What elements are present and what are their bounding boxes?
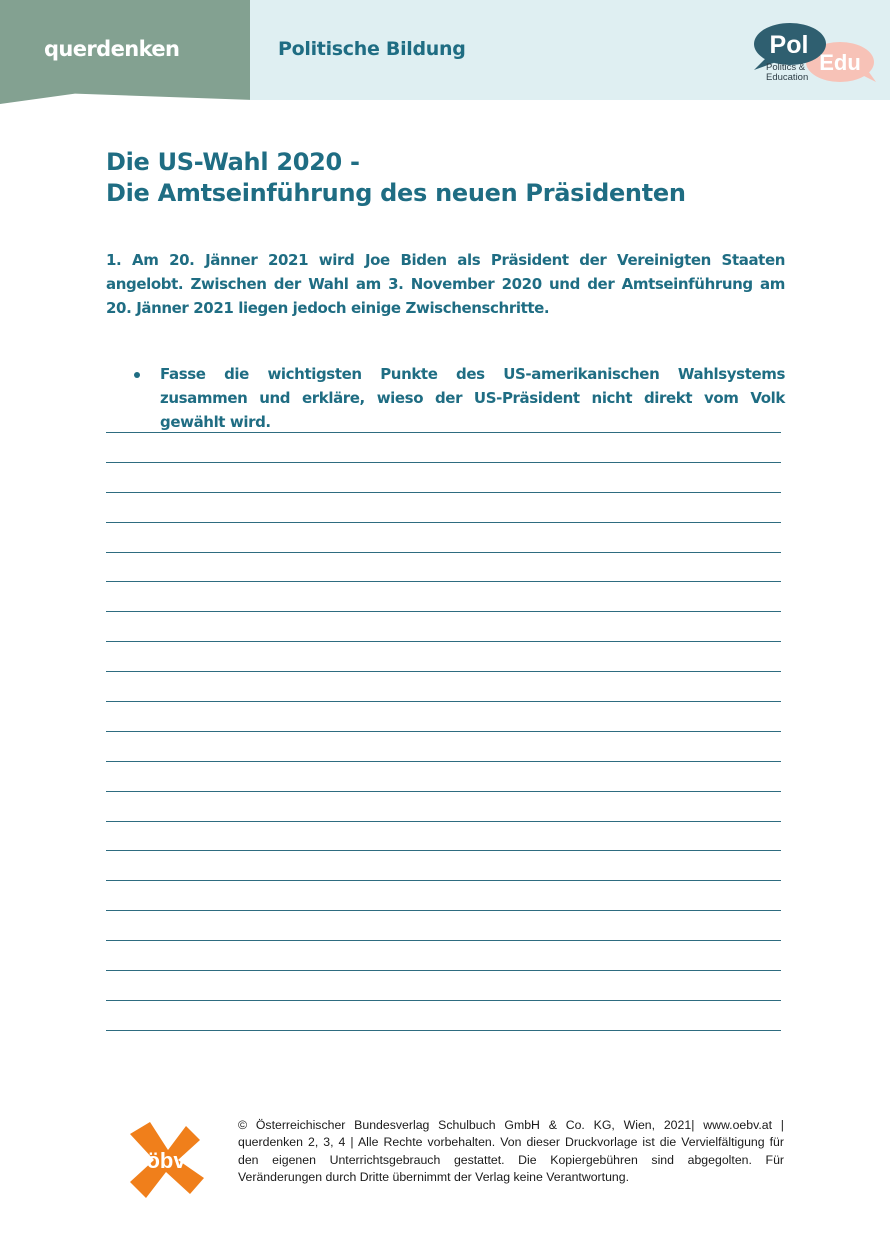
page-title-line1: Die US-Wahl 2020 -: [106, 148, 360, 176]
bullet-item: [134, 362, 785, 434]
subject-title: Politische Bildung: [278, 38, 466, 60]
poledu-tagline-line1: Politics &: [766, 62, 806, 73]
footer-copyright: © Österreichischer Bundesverlag Schulbuch GmbH & Co. KG, Wien, 2021| www.oebv.at | querdenken 2, 3, 4 | Alle Rechte vorbehalten. Von dieser Druckvorlage ist die Vervielfältigung für den eigenen Unterrichtsgebrauch gestattet. Die Kopiergebühren sind abgegolten. Für Veränderungen durch Dritte übernimmt der Verlag keine Verantwortung.: [238, 1118, 784, 1185]
task-text: 1. Am 20. Jänner 2021 wird Joe Biden als Präsident der Vereinigten Staaten angelobt. Zwischen der Wahl am 3. November 2020 und der Amtseinführung am 20. Jänner 2021 liegen jedoch einige Zwischenschritte.: [106, 251, 785, 317]
answer-line[interactable]: [106, 911, 781, 941]
answer-line[interactable]: [106, 642, 781, 672]
answer-line[interactable]: [106, 822, 781, 852]
poledu-tagline: [766, 63, 808, 83]
pol-word: Pol: [769, 31, 809, 59]
bullet-text: Fasse die wichtigsten Punkte des US-amerikanischen Wahlsystems zusammen und erkläre, wieso der US-Präsident nicht direkt vom Volk gewählt wird.: [160, 365, 785, 431]
answer-line[interactable]: [106, 463, 781, 493]
oebv-logo-text: öbv: [146, 1148, 186, 1173]
answer-line[interactable]: [106, 881, 781, 911]
answer-line[interactable]: [106, 1001, 781, 1031]
answer-line[interactable]: [106, 971, 781, 1001]
answer-line[interactable]: [106, 612, 781, 642]
oebv-logo: [124, 1116, 208, 1200]
answer-lines[interactable]: [106, 432, 781, 1031]
brand-title: querdenken: [44, 37, 180, 61]
answer-line[interactable]: [106, 732, 781, 762]
answer-line[interactable]: [106, 493, 781, 523]
answer-line[interactable]: [106, 941, 781, 971]
answer-line[interactable]: [106, 762, 781, 792]
edu-word: Edu: [819, 50, 861, 75]
poledu-tagline-line2: Education: [766, 72, 809, 83]
bullet-dot-icon: [134, 372, 140, 378]
page-title-line2: Die Amtseinführung des neuen Präsidenten: [106, 179, 686, 207]
page-title: [106, 147, 686, 209]
answer-line[interactable]: [106, 702, 781, 732]
answer-line[interactable]: [106, 523, 781, 553]
answer-line[interactable]: [106, 582, 781, 612]
answer-line[interactable]: [106, 851, 781, 881]
answer-line[interactable]: [106, 672, 781, 702]
answer-line[interactable]: [106, 433, 781, 463]
answer-line[interactable]: [106, 792, 781, 822]
answer-line[interactable]: [106, 553, 781, 583]
